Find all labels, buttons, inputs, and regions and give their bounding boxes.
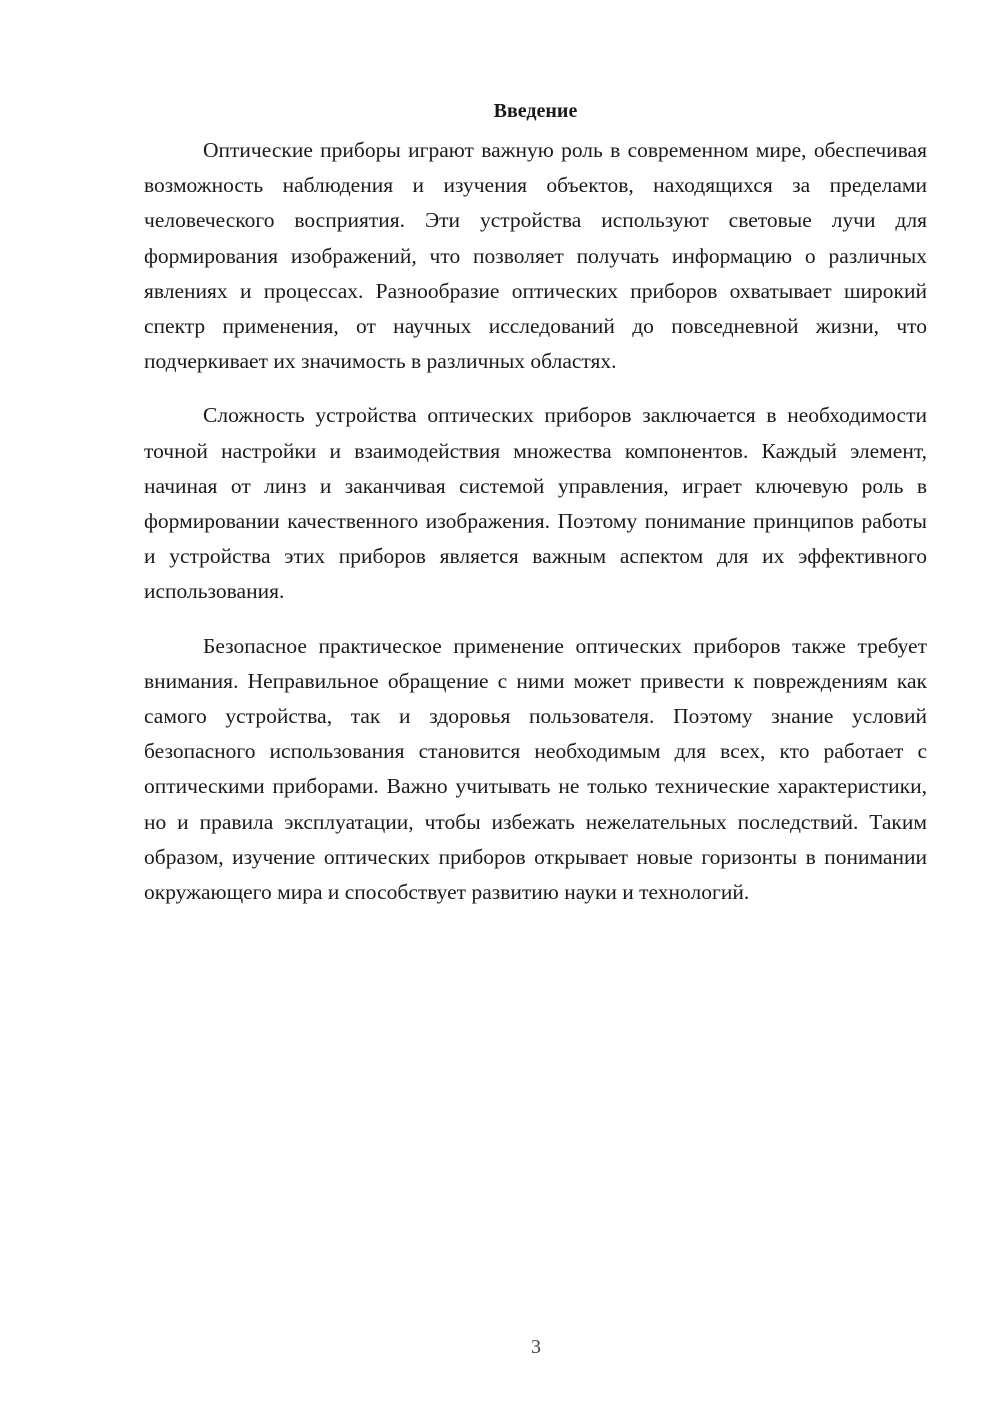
- paragraph-1: Оптические приборы играют важную роль в современном мире, обеспечивая возможность наблюдения и изучения объектов, находящихся за пределами человеческого восприятия. Эти устройства используют световые лучи для формирования изображений, что позволяет получать информацию о различных явлениях и процессах. Разнообразие оптических приборов охватывает широкий спектр применения, от научных исследований до повседневной жизни, что подчеркивает их значимость в различных областях.: [144, 138, 927, 374]
- paragraph-3: Безопасное практическое применение оптических приборов также требует внимания. Неправильное обращение с ними может привести к повреждениям как самого устройства, так и здоровья пользователя. Поэтому знание условий безопасного использования становится необходимым для всех, кто работает с оптическими приборами. Важно учитывать не только технические характеристики, но и правила эксплуатации, чтобы избежать нежелательных последствий. Таким образом, изучение оптических приборов открывает новые горизонты в понимании окружающего мира и способствует развитию науки и технологий.: [144, 633, 927, 905]
- paragraph-2: Сложность устройства оптических приборов заключается в необходимости точной настройки и взаимодействия множества компонентов. Каждый элемент, начиная от линз и заканчивая системой управления, играет ключевую роль в формировании качественного изображения. Поэтому понимание принципов работы и устройства этих приборов является важным аспектом для их эффективного использования.: [144, 403, 927, 604]
- page-content: [144, 95, 927, 910]
- section-heading: Введение: [493, 100, 578, 122]
- page-number: 3: [531, 1336, 541, 1358]
